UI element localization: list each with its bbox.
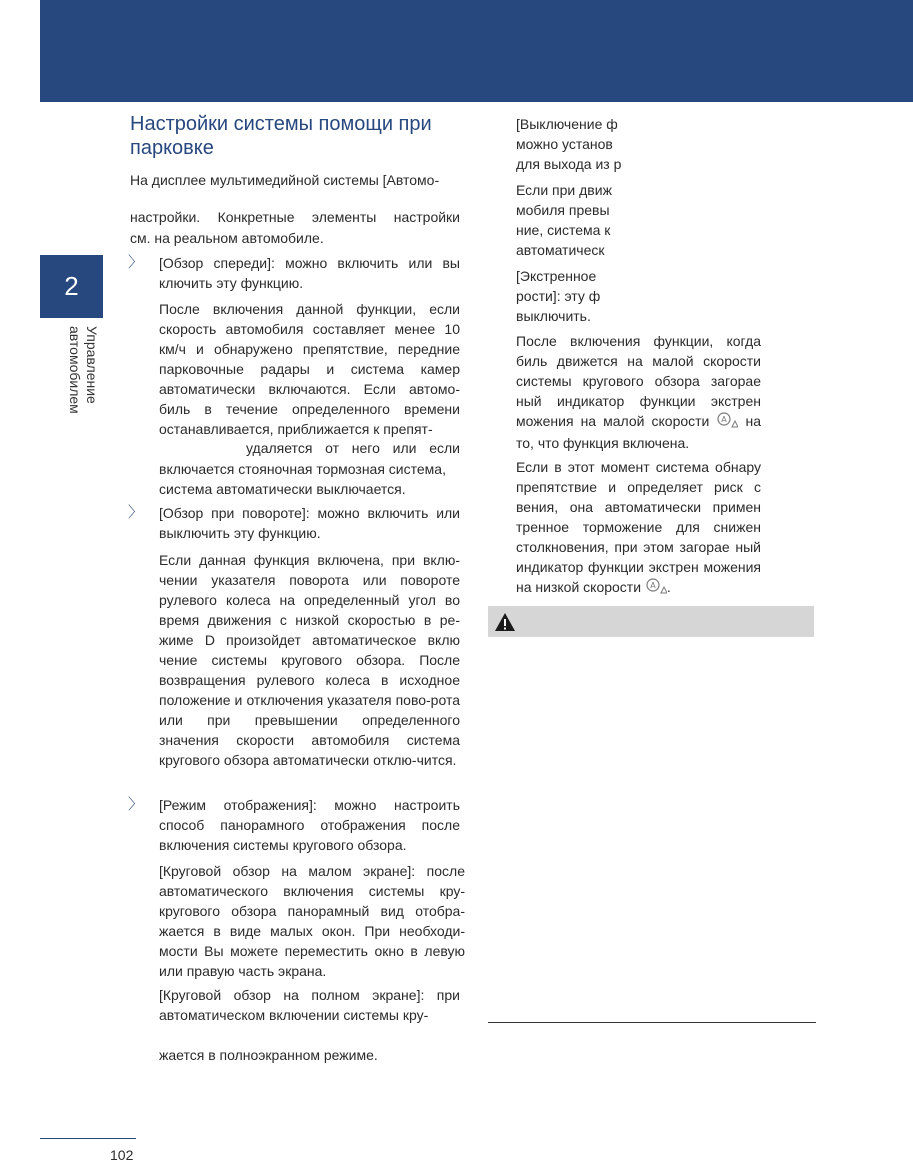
intro-line-2: настройки. Конкретные элементы настройки [130, 209, 460, 225]
warning-bar [488, 606, 814, 637]
right-paragraph-4 [516, 331, 761, 453]
bullet-arrow-icon: 〉 [128, 254, 144, 271]
right-paragraph-2: Если при движ мобиля превы ние, система к автоматическ [516, 182, 612, 258]
full-screen-text-2: жается в полноэкранном режиме. [159, 1047, 378, 1063]
intro-line-1: На дисплее мультимедийной системы [Автомо- [130, 172, 440, 188]
right-paragraph-5-end: . [666, 579, 671, 595]
bullet-front-view-body-cont: удаляется от него или если [246, 440, 460, 456]
chapter-label-line2: автомобилем [67, 326, 83, 414]
header-band [40, 0, 913, 102]
right-paragraph-3: [Экстренное рости]: эту ф выключить. [516, 268, 601, 324]
bullet-front-view-body-tail: включается стояночная тормозная система, система автоматически выключается. [159, 461, 446, 497]
intro-line-3: см. на реальном автомобиле. [130, 230, 324, 246]
page-number: 102 [110, 1147, 134, 1163]
bullet-turn-view-label: [Обзор при повороте]: можно включить или выключить эту функцию. [159, 505, 460, 541]
right-paragraph-5-text: Если в этот момент система обнару препятствие и определяет риск с вения, она автоматически примен тренное торможение для снижен столкновения, при этом загорае ный индикатор функции экстрен можения на низкой скорости [516, 459, 761, 595]
chapter-tab [40, 255, 103, 318]
page-title: Настройки системы помощи при парковке [130, 113, 432, 159]
right-paragraph-1: [Выключение ф можно установ для выхода из р [516, 116, 622, 172]
svg-text:A: A [650, 581, 656, 590]
bullet-front-view-body: После включения данной функции, если скорость автомобиля составляет менее 10 км/ч и обнаружено препятствие, передние парковочные радары и система камер автоматически включаются. Если автомо-биль в течение определенного времени останавливается, приближается к препят- [159, 301, 460, 437]
svg-text:A: A [721, 415, 728, 424]
small-screen-text: [Круговой обзор на малом экране]: после автоматического включения системы кру-кругового обзора панорамный вид отобра-жается в виде малых окон. При необходи-мости Вы можете переместить окно в левую или правую часть экрана. [159, 863, 465, 979]
chapter-number: 2 [64, 271, 79, 301]
bullet-display-mode-label: [Режим отображения]: можно настроить способ панорамного отображения после включения системы кругового обзора. [159, 797, 460, 853]
bullet-turn-view-body: Если данная функция включена, при вклю-чении указателя поворота или повороте рулевого колеса на определенный угол во время движения с низкой скоростью в ре-жиме D произойдет автоматическое вклю чение системы кругового обзора. После возвращения рулевого колеса в исходное положение и отключения указателя пово-рота или при превышении определенного значения скорости автомобиля система кругового обзора автоматически отклю-чится. [159, 552, 460, 768]
chapter-label [60, 326, 100, 466]
bullet-front-view-label: [Обзор спереди]: можно включить или вы ключить эту функцию. [159, 255, 460, 291]
right-paragraph-4-text: После включения функции, когда биль движется на малой скорости системы кругового обзора загорае ный индикатор функции экстрен можения на малой скорости [516, 333, 761, 429]
warning-box-bottom-rule [488, 1022, 816, 1023]
low-speed-aeb-indicator-icon [645, 578, 667, 599]
footer-rule [40, 1138, 136, 1139]
warning-triangle-icon [494, 612, 516, 632]
bullet-arrow-icon: 〉 [128, 504, 144, 521]
full-screen-text-1: [Круговой обзор на полном экране]: при автоматическом включении системы кру- [159, 987, 460, 1023]
chapter-label-line1: Управление [84, 326, 100, 404]
right-paragraph-5 [516, 457, 761, 599]
right-paragraph-4-end: на то, что функция включена. [516, 413, 762, 451]
low-speed-aeb-indicator-icon [716, 412, 738, 433]
bullet-arrow-icon: 〉 [128, 796, 144, 813]
